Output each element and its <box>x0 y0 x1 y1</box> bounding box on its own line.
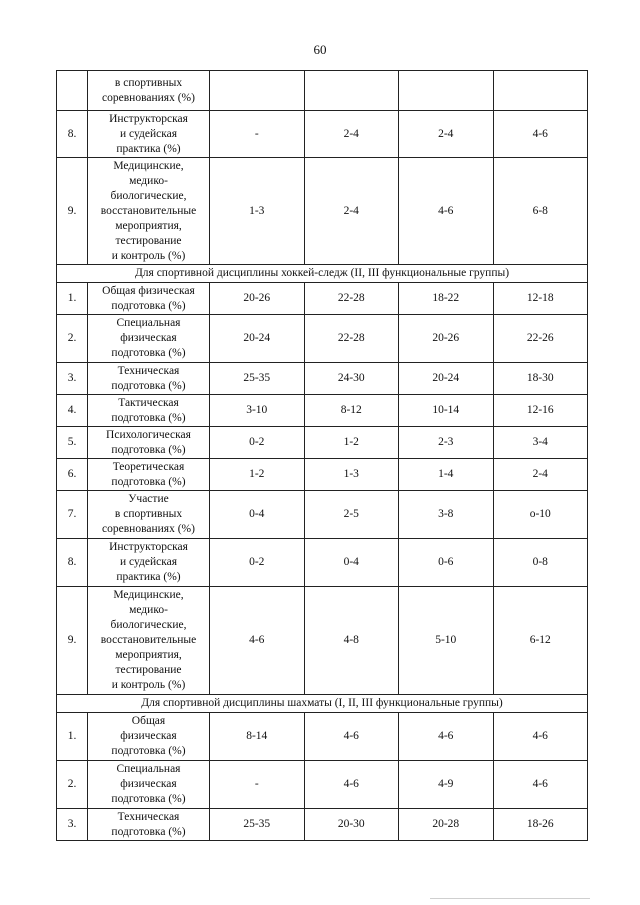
row-number: 6. <box>57 459 88 491</box>
stage-value-3: 2-4 <box>399 111 494 158</box>
table-row <box>57 491 588 539</box>
stage-value-2: 4-8 <box>304 587 399 695</box>
activity-name-line: мероприятия, <box>115 649 182 661</box>
row-number: 3. <box>57 363 88 395</box>
activity-name-line: и контроль (%) <box>111 249 186 262</box>
activity-name-line: и судейская <box>119 127 178 140</box>
stage-value-4: 12-18 <box>493 283 588 315</box>
activity-name-line: Инструкторская <box>109 541 188 553</box>
activity-name-line: подготовка (%) <box>111 347 186 359</box>
activity-name <box>88 111 210 158</box>
table-row <box>57 427 588 459</box>
activity-name <box>88 459 210 491</box>
table-row <box>57 71 588 111</box>
row-number: 8. <box>57 539 88 587</box>
activity-name-line: восстановительные <box>100 634 197 646</box>
activity-name <box>88 587 210 695</box>
stage-value-2: 1-2 <box>304 427 399 459</box>
activity-name-line: Общая <box>131 715 166 727</box>
section-header-row <box>57 265 588 283</box>
table-row <box>57 363 588 395</box>
table-row <box>57 587 588 695</box>
stage-value-3 <box>399 71 494 111</box>
row-number: 4. <box>57 395 88 427</box>
stage-value-1: - <box>210 761 305 809</box>
activity-name <box>88 315 210 363</box>
stage-value-3: 10-14 <box>399 395 494 427</box>
stage-value-3: 20-24 <box>399 363 494 395</box>
activity-name-line: тестирование <box>115 234 182 247</box>
activity-name-line: и контроль (%) <box>111 679 186 691</box>
stage-value-3: 20-28 <box>399 809 494 841</box>
stage-value-1: 20-26 <box>210 283 305 315</box>
activity-name-line: подготовка (%) <box>111 411 186 424</box>
activity-name-line: Специальная <box>116 763 181 775</box>
stage-value-1: 1-3 <box>210 158 305 265</box>
stage-value-1: 20-24 <box>210 315 305 363</box>
stage-value-1: 0-2 <box>210 427 305 459</box>
stage-value-1: 3-10 <box>210 395 305 427</box>
stage-value-3: 0-6 <box>399 539 494 587</box>
activity-name-line: подготовка (%) <box>111 475 186 488</box>
stage-value-3: 2-3 <box>399 427 494 459</box>
activity-name-line: практика (%) <box>116 142 181 155</box>
activity-name-line: тестирование <box>115 664 182 676</box>
stage-value-2: 22-28 <box>304 283 399 315</box>
section-header: Для спортивной дисциплины шахматы (I, II, III функциональные группы) <box>57 695 588 713</box>
activity-name-line: физическая <box>120 778 177 790</box>
stage-value-1: 8-14 <box>210 713 305 761</box>
activity-name-line: медико- <box>129 604 168 616</box>
activity-name-line: Общая физическая <box>102 284 195 297</box>
section-header: Для спортивной дисциплины хоккей-следж (II, III функциональные группы) <box>57 265 588 283</box>
scan-edge-line <box>430 898 590 899</box>
table-row <box>57 809 588 841</box>
activity-name <box>88 71 210 111</box>
table-row <box>57 761 588 809</box>
stage-value-1: - <box>210 111 305 158</box>
training-plan-table-body <box>57 71 588 841</box>
activity-name-line: подготовка (%) <box>111 299 186 312</box>
activity-name-line: биологические, <box>110 619 187 631</box>
row-number: 2. <box>57 761 88 809</box>
activity-name-line: Участие <box>128 493 169 505</box>
activity-name-line: и судейская <box>119 556 178 568</box>
activity-name-line: соревнованиях (%) <box>102 91 195 104</box>
stage-value-2 <box>304 71 399 111</box>
activity-name-line: подготовка (%) <box>111 379 186 392</box>
stage-value-4: 0-8 <box>493 539 588 587</box>
stage-value-2: 22-28 <box>304 315 399 363</box>
activity-name-line: Медицинские, <box>113 159 184 172</box>
stage-value-4: 18-26 <box>493 809 588 841</box>
stage-value-4: 2-4 <box>493 459 588 491</box>
stage-value-3: 5-10 <box>399 587 494 695</box>
activity-name <box>88 363 210 395</box>
stage-value-4: 22-26 <box>493 315 588 363</box>
row-number: 2. <box>57 315 88 363</box>
activity-name-line: восстановительные <box>100 204 197 217</box>
stage-value-1: 0-4 <box>210 491 305 539</box>
table-row <box>57 111 588 158</box>
stage-value-2: 4-6 <box>304 761 399 809</box>
stage-value-1: 4-6 <box>210 587 305 695</box>
activity-name <box>88 761 210 809</box>
stage-value-1: 25-35 <box>210 809 305 841</box>
table-row <box>57 158 588 265</box>
activity-name-line: Инструкторская <box>109 112 188 125</box>
table-row <box>57 395 588 427</box>
activity-name <box>88 283 210 315</box>
stage-value-4: о-10 <box>493 491 588 539</box>
row-number: 1. <box>57 713 88 761</box>
stage-value-3: 4-6 <box>399 158 494 265</box>
activity-name <box>88 395 210 427</box>
activity-name-line: подготовка (%) <box>111 443 186 456</box>
activity-name-line: физическая <box>120 332 177 344</box>
row-number <box>57 71 88 111</box>
activity-name-line: Теоретическая <box>112 460 185 473</box>
stage-value-4: 6-12 <box>493 587 588 695</box>
stage-value-4: 4-6 <box>493 713 588 761</box>
stage-value-3: 20-26 <box>399 315 494 363</box>
stage-value-3: 1-4 <box>399 459 494 491</box>
row-number: 9. <box>57 587 88 695</box>
stage-value-2: 1-3 <box>304 459 399 491</box>
stage-value-4: 4-6 <box>493 761 588 809</box>
row-number: 1. <box>57 283 88 315</box>
stage-value-4: 18-30 <box>493 363 588 395</box>
activity-name <box>88 427 210 459</box>
activity-name-line: биологические, <box>110 189 187 202</box>
row-number: 5. <box>57 427 88 459</box>
stage-value-2: 0-4 <box>304 539 399 587</box>
activity-name-line: соревнованиях (%) <box>102 523 195 535</box>
stage-value-4 <box>493 71 588 111</box>
activity-name-line: медико- <box>129 174 168 187</box>
activity-name-line: Тактическая <box>118 396 179 409</box>
stage-value-3: 4-9 <box>399 761 494 809</box>
stage-value-1: 1-2 <box>210 459 305 491</box>
table-row <box>57 459 588 491</box>
row-number: 3. <box>57 809 88 841</box>
activity-name <box>88 158 210 265</box>
activity-name-line: в спортивных <box>114 76 183 89</box>
activity-name-line: Психологическая <box>106 428 191 441</box>
stage-value-4: 6-8 <box>493 158 588 265</box>
stage-value-2: 2-5 <box>304 491 399 539</box>
activity-name-line: Специальная <box>116 317 181 329</box>
activity-name-line: мероприятия, <box>115 219 182 232</box>
activity-name-line: Техническая <box>117 810 180 823</box>
activity-name-line: подготовка (%) <box>111 825 186 838</box>
activity-name <box>88 491 210 539</box>
stage-value-2: 20-30 <box>304 809 399 841</box>
stage-value-4: 3-4 <box>493 427 588 459</box>
stage-value-4: 12-16 <box>493 395 588 427</box>
stage-value-1: 0-2 <box>210 539 305 587</box>
activity-name-line: практика (%) <box>116 571 181 583</box>
activity-name-line: подготовка (%) <box>111 745 186 757</box>
stage-value-2: 2-4 <box>304 111 399 158</box>
stage-value-2: 4-6 <box>304 713 399 761</box>
activity-name <box>88 713 210 761</box>
activity-name-line: Техническая <box>117 364 180 377</box>
table-row <box>57 539 588 587</box>
activity-name-line: Медицинские, <box>113 589 184 601</box>
stage-value-2: 2-4 <box>304 158 399 265</box>
stage-value-4: 4-6 <box>493 111 588 158</box>
table-row <box>57 315 588 363</box>
training-plan-table <box>56 70 588 841</box>
activity-name <box>88 539 210 587</box>
row-number: 9. <box>57 158 88 265</box>
stage-value-3: 3-8 <box>399 491 494 539</box>
table-row <box>57 283 588 315</box>
page-number: 60 <box>313 42 327 57</box>
stage-value-1: 25-35 <box>210 363 305 395</box>
stage-value-2: 8-12 <box>304 395 399 427</box>
activity-name <box>88 809 210 841</box>
activity-name-line: подготовка (%) <box>111 793 186 805</box>
stage-value-2: 24-30 <box>304 363 399 395</box>
row-number: 7. <box>57 491 88 539</box>
row-number: 8. <box>57 111 88 158</box>
activity-name-line: физическая <box>120 730 177 742</box>
stage-value-3: 4-6 <box>399 713 494 761</box>
activity-name-line: в спортивных <box>114 508 183 520</box>
stage-value-3: 18-22 <box>399 283 494 315</box>
stage-value-1 <box>210 71 305 111</box>
table-row <box>57 713 588 761</box>
section-header-row <box>57 695 588 713</box>
